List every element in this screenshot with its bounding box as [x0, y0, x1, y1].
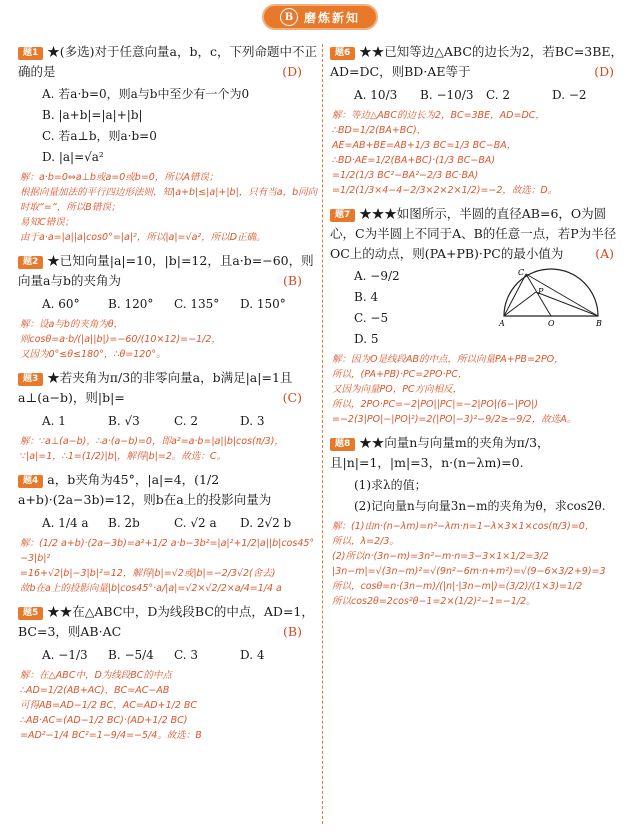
column-divider	[322, 44, 323, 824]
question-stem: 题5 ★★在△ABC中，D为线段BC的中点，AD=1，BC=3，则AB·AC (B)	[18, 602, 318, 642]
question-tag: 题1	[18, 47, 43, 60]
question-stem: 题4 a，b夹角为45°，|a|=4，(1/2 a+b)·(2a−3b)=12，则b在a上的投影向量为	[18, 472, 272, 507]
question-tag: 题7	[330, 209, 355, 222]
question-stem: 题8 ★★向量n与向量m的夹角为π/3，且|n|=1，|m|=3，n·(n−λm)=0.	[330, 435, 550, 470]
solution: 解：等边△ABC的边长为2，BC=3BE，AD=DC， ∴BD=1/2(BA+BC)， AE=AB+BE=AB+1/3 BC=1/3 BC−BA， ∴BD·AE=1/2(BA+BC)·(1/3 BC−BA) =1/2(1/3 BC²−BA²−2/3 BC·BA) =1/2(1/3×4−4−2/3×2×2×1/2)=−2，故选：D。	[332, 110, 558, 196]
question-block	[330, 204, 630, 427]
question-block	[18, 368, 318, 464]
solution: 解：∵a⊥(a−b)，∴a·(a−b)=0，即a²=a·b=|a||b|cos(π/3)， ∵|a|=1，∴1=(1/2)|b|，解得|b|=2。故选：C。	[20, 436, 284, 462]
question-tag: 题4	[18, 475, 43, 488]
options-row: A. 10/3 B. −10/3 C. 2 D. −2	[354, 88, 587, 102]
question-block	[18, 42, 318, 245]
solution: 解：(1/2 a+b)·(2a−3b)=a²+1/2 a·b−3b²=|a|²+1/2|a||b|cos45°−3|b|² =16+√2|b|−3|b|²=12，解得|b|=√2或|b|=−2/3√2(舍去) 故b在a上的投影向量|b|cos45°·a/|a|=√2×√2/2×a/4=1/4 a	[20, 538, 315, 594]
label-a: A	[499, 319, 505, 328]
page-header	[0, 0, 640, 38]
label-b: B	[596, 319, 602, 328]
options-row: A. 60° B. 120° C. 135° D. 150°	[42, 297, 286, 311]
label-p: P	[538, 287, 544, 296]
label-c: C	[518, 268, 525, 277]
question-tag: 题2	[18, 256, 43, 269]
solution: 解：在△ABC中，D为线段BC的中点 ∴AD=1/2(AB+AC)，BC=AC−AB 可得AB=AD−1/2 BC，AC=AD+1/2 BC ∴AB·AC=(AD−1/2 BC)·(AD+1/2 BC) =AD²−1/4 BC²=1−9/4=−5/4。故选：B	[20, 670, 202, 741]
option: C. 若a⊥b，则a·b=0	[42, 129, 157, 143]
option: A. 若a·b=0，则a与b中至少有一个为0	[42, 87, 250, 101]
left-column	[18, 42, 318, 749]
answer-mark: (D)	[594, 64, 614, 79]
sub-question: (1)求λ的值；	[354, 478, 427, 492]
option: A. −9/2	[354, 269, 400, 283]
question-stem: 题2 ★已知向量|a|=10，|b|=12，且a·b=−60，则向量a与b的夹角为 (B)	[18, 251, 318, 291]
answer-mark: (A)	[595, 246, 614, 261]
answer-mark: (B)	[283, 273, 302, 288]
question-stem: 题3 ★若夹角为π/3的非零向量a，b满足|a|=1且a⊥(a−b)，则|b|= (C)	[18, 368, 318, 408]
answer-mark: (C)	[282, 390, 302, 405]
answer-mark: (B)	[283, 624, 302, 639]
option: C. −5	[354, 311, 389, 325]
option: B. |a+b|=|a|+|b|	[42, 108, 143, 122]
options-row: A. 1 B. √3 C. 2 D. 3	[42, 414, 265, 428]
question-stem: 题7 ★★★如图所示，半圆的直径AB=6，O为圆心，C为半圆上不同于A、B的任意一点，若P为半径OC上的动点，则(PA+PB)·PC的最小值为 (A)	[330, 204, 630, 264]
option: B. 4	[354, 290, 379, 304]
question-tag: 题8	[330, 438, 355, 451]
question-stem: 题1 ★(多选)对于任意向量a，b，c，下列命题中不正确的是 (D)	[18, 42, 318, 82]
question-stem: 题6 ★★已知等边△ABC的边长为2，若BC=3BE，AD=DC，则BD·AE等于 (D)	[330, 42, 630, 82]
semicircle-figure	[498, 266, 608, 330]
question-block	[18, 251, 318, 362]
question-tag: 题3	[18, 373, 43, 386]
options-row: A. −1/3 B. −5/4 C. 3 D. 4	[42, 648, 265, 662]
question-block	[18, 470, 318, 596]
solution: 解：因为O是线段AB的中点，所以向量PA+PB=2PO， 所以，(PA+PB)·PC=2PO·PC， 又因为向量PO，PC方向相反， 所以，2PO·PC=−2|PO||PC|=−2|PO|(6−|PO|) =−2(3|PO|−|PO|²)=2(|PO|−3)²−9/2≥−9/2，故选A。	[332, 354, 577, 425]
answer-mark: (D)	[282, 64, 302, 79]
section-badge	[262, 4, 378, 30]
option: D. |a|=√a²	[42, 150, 104, 164]
sub-question: (2)记向量n与向量3n−m的夹角为θ，求cos2θ.	[354, 499, 606, 513]
question-block	[18, 602, 318, 743]
options-row: A. 1/4 a B. 2b C. √2 a D. 2√2 b	[42, 516, 292, 530]
solution: 解：a·b=0⇔a⊥b或a=0或b=0，所以A错误； 根据向量加法的平行四边形法则，知|a+b|≤|a|+|b|，只有当a，b同向时取“=”，所以B错误； 易知C错误； 由于a·a=|a||a|cos0°=|a|²，所以|a|=√a²，所以D正确。	[20, 172, 318, 243]
option: D. 5	[354, 332, 379, 346]
question-tag: 题5	[18, 607, 43, 620]
section-title: 磨炼新知	[303, 10, 360, 25]
solution: 解：(1)由n·(n−λm)=n²−λm·n=1−λ×3×1×cos(π/3)=0， 所以，λ=2/3。 (2)所以n·(3n−m)=3n²−m·n=3−3×1×1/2=3/2 |3n−m|=√(3n−m)²=√(9n²−6m·n+m²)=√(9−6×3/2+9)=3 所以，cosθ=n·(3n−m)/(|n|·|3n−m|)=(3/2)/(1×3)=1/2 所以cos2θ=2cos²θ−1=2×(1/2)²−1=−1/2。	[332, 521, 606, 607]
solution: 解：设a与b的夹角为θ， 则cosθ=a·b/(|a||b|)=−60/(10×12)=−1/2， 又因为0°≤θ≤180°，∴θ=120°。	[20, 319, 221, 360]
badge-icon: B	[280, 8, 298, 26]
question-block	[330, 42, 630, 198]
question-tag: 题6	[330, 47, 355, 60]
label-o: O	[548, 319, 555, 328]
question-block	[330, 433, 630, 609]
right-column	[330, 42, 630, 615]
